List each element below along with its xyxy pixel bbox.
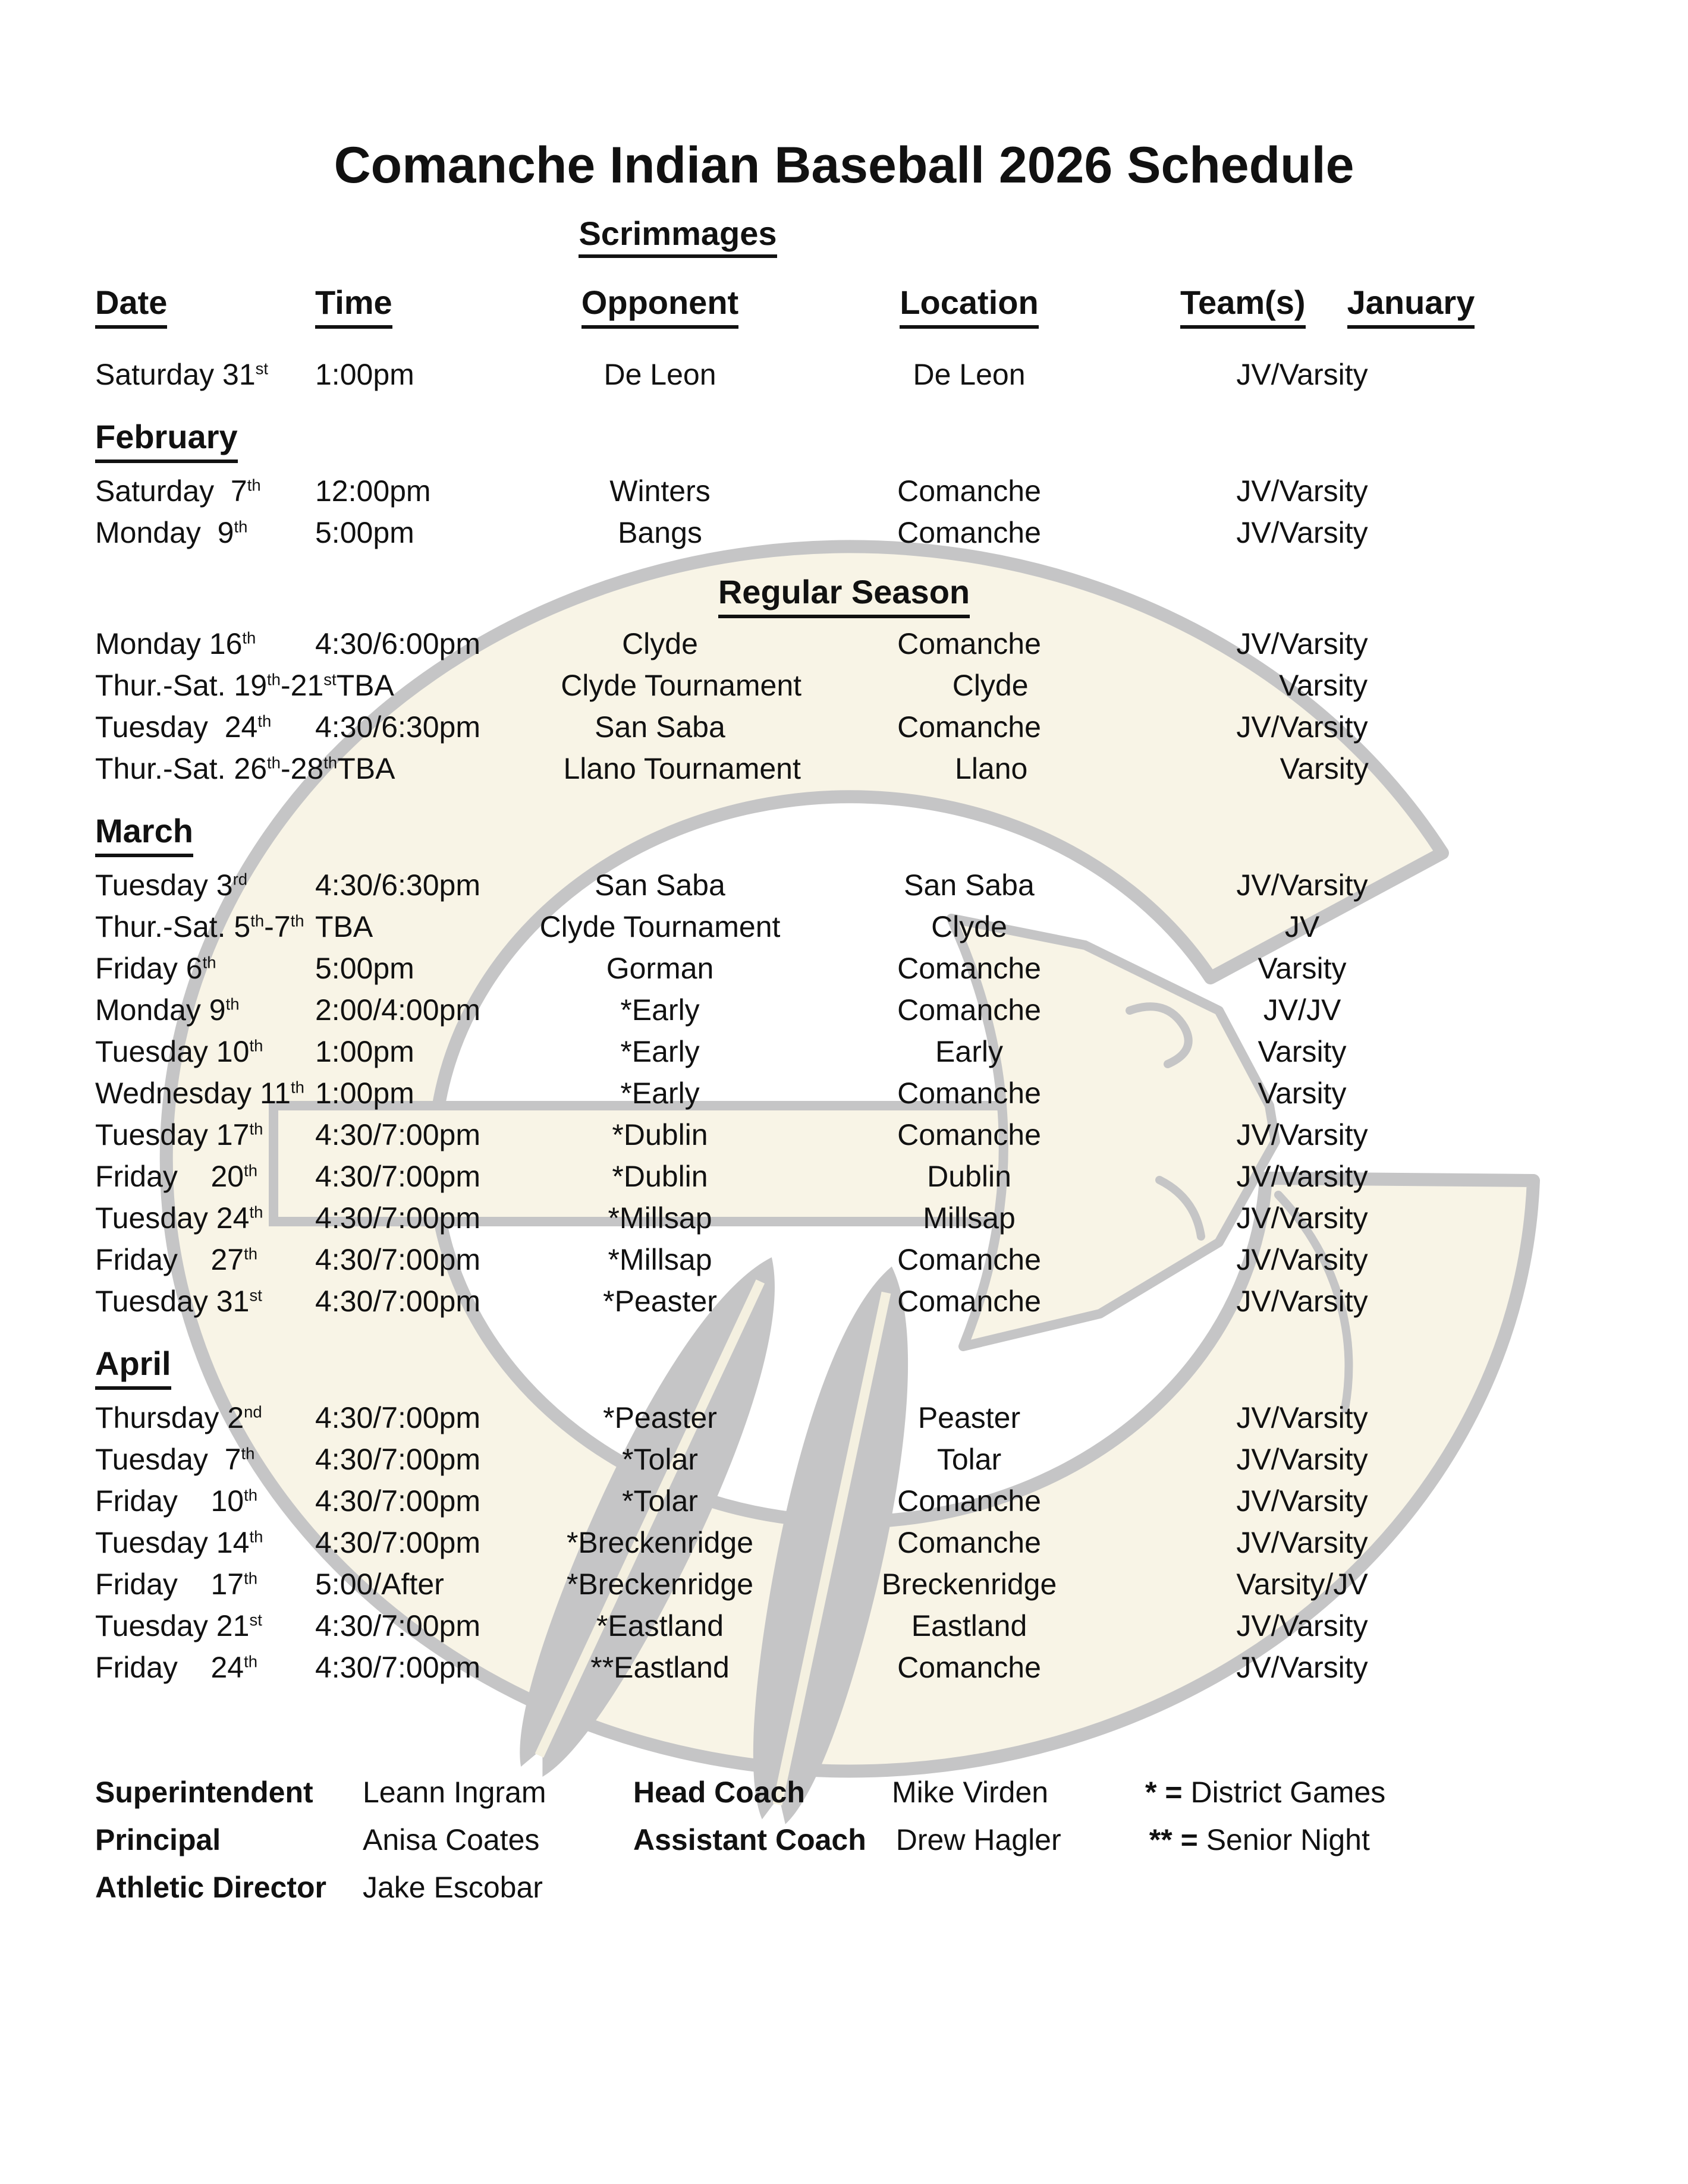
row-teams: JV/Varsity <box>1236 1243 1368 1277</box>
row-teams: JV/Varsity <box>1236 1443 1368 1477</box>
coach-name <box>862 1864 1133 1911</box>
legend-senior-night: ** = Senior Night <box>1149 1823 1370 1857</box>
row-date: Monday 9th <box>95 993 240 1027</box>
column-header-location: Location <box>803 282 1136 329</box>
row-date: Monday 16th <box>95 627 256 661</box>
section-heading-april: April <box>0 1343 1688 1390</box>
row-location: Comanche <box>897 993 1041 1027</box>
row-location: Comanche <box>897 1526 1041 1560</box>
row-time: TBA <box>315 910 373 944</box>
staff-name: Anisa Coates <box>363 1823 540 1857</box>
row-location: Early <box>935 1035 1003 1069</box>
coach-name: Mike Virden <box>892 1776 1049 1809</box>
row-opponent: **Eastland <box>590 1651 730 1685</box>
schedule-row <box>0 864 1688 906</box>
coach-label: Assistant Coach <box>633 1823 866 1857</box>
row-time: 4:30/7:00pm <box>315 1443 480 1477</box>
schedule-row <box>0 1072 1688 1114</box>
row-opponent: San Saba <box>595 868 725 902</box>
row-teams: JV/Varsity <box>1236 516 1368 550</box>
row-date: Friday 27th <box>95 1243 258 1277</box>
schedule-row <box>0 1031 1688 1072</box>
row-teams: JV/Varsity <box>1236 627 1368 661</box>
schedule-row <box>0 1397 1688 1439</box>
row-date: Friday 17th <box>95 1568 258 1601</box>
row-opponent: *Dublin <box>612 1160 708 1194</box>
row-time: 4:30/7:00pm <box>315 1401 480 1435</box>
schedule-row <box>0 623 1688 665</box>
row-location: Llano <box>955 752 1028 786</box>
row-opponent: De Leon <box>603 358 716 392</box>
row-location: Comanche <box>897 952 1041 986</box>
column-header-date: Date <box>95 282 315 329</box>
column-header-time: Time <box>315 282 517 329</box>
row-teams: Varsity/JV <box>1236 1568 1368 1601</box>
row-time: 1:00pm <box>315 358 414 392</box>
row-date: Tuesday 31st <box>95 1285 262 1318</box>
schedule-row <box>0 989 1688 1031</box>
row-location: Comanche <box>897 627 1041 661</box>
row-location: Eastland <box>911 1609 1027 1643</box>
schedule-row <box>0 706 1688 748</box>
row-time: 5:00pm <box>315 952 414 986</box>
schedule-row <box>0 354 1688 395</box>
row-opponent: *Early <box>620 1077 700 1110</box>
january-month-label: January <box>1347 282 1475 329</box>
row-date: Tuesday 7th <box>95 1443 255 1477</box>
schedule-row <box>0 1563 1688 1605</box>
row-opponent: *Millsap <box>608 1243 712 1277</box>
page-title: Comanche Indian Baseball 2026 Schedule <box>334 137 1354 194</box>
row-opponent: *Breckenridge <box>566 1568 754 1601</box>
row-teams: JV/Varsity <box>1236 1118 1368 1152</box>
row-opponent: *Peaster <box>603 1401 717 1435</box>
row-opponent: Winters <box>609 474 711 508</box>
row-time: 4:30/7:00pm <box>315 1243 480 1277</box>
row-time: 5:00pm <box>315 516 414 550</box>
row-opponent: *Dublin <box>612 1118 708 1152</box>
staff-label: Athletic Director <box>95 1871 326 1905</box>
row-time: 4:30/7:00pm <box>315 1609 480 1643</box>
row-time: 2:00/4:00pm <box>315 993 480 1027</box>
row-location: Comanche <box>897 1285 1041 1318</box>
legend-district-games: * = District Games <box>1145 1776 1386 1809</box>
section-heading-regular-season: Regular Season <box>0 571 1688 618</box>
row-opponent: *Tolar <box>622 1484 698 1518</box>
row-date: Tuesday 10th <box>95 1035 263 1069</box>
row-time: 4:30/7:00pm <box>315 1118 480 1152</box>
row-opponent: Clyde Tournament <box>561 669 802 703</box>
row-date: Thursday 2nd <box>95 1401 262 1435</box>
schedule-row <box>0 1156 1688 1197</box>
row-time: 4:30/6:30pm <box>315 710 480 744</box>
row-location: Breckenridge <box>881 1568 1057 1601</box>
row-opponent: *Eastland <box>596 1609 724 1643</box>
row-teams: Varsity <box>1280 752 1369 786</box>
row-opponent: *Early <box>620 993 700 1027</box>
row-location: Millsap <box>923 1201 1016 1235</box>
row-location: Tolar <box>936 1443 1002 1477</box>
row-opponent: Clyde Tournament <box>539 910 781 944</box>
row-teams: JV/Varsity <box>1236 1401 1368 1435</box>
schedule-row <box>0 748 1688 789</box>
row-time: 4:30/7:00pm <box>315 1484 480 1518</box>
row-time: 12:00pm <box>315 474 431 508</box>
row-opponent: Bangs <box>618 516 702 550</box>
row-location: Comanche <box>897 1651 1041 1685</box>
row-opponent: *Tolar <box>622 1443 698 1477</box>
row-teams: JV/Varsity <box>1236 1160 1368 1194</box>
scrimmages-heading: Scrimmages <box>579 215 777 258</box>
row-location: De Leon <box>913 358 1026 392</box>
row-location: Comanche <box>897 710 1041 744</box>
row-location: Dublin <box>927 1160 1011 1194</box>
schedule-row <box>0 1114 1688 1156</box>
row-teams: JV/Varsity <box>1236 1201 1368 1235</box>
row-date: Thur.-Sat. 26th-28th <box>95 752 338 786</box>
schedule-row <box>0 1480 1688 1522</box>
coach-label: Head Coach <box>633 1776 805 1809</box>
row-opponent: *Peaster <box>603 1285 717 1318</box>
row-time: 4:30/7:00pm <box>315 1526 480 1560</box>
staff-row <box>0 1816 1688 1864</box>
row-location: Comanche <box>897 474 1041 508</box>
row-teams: JV/JV <box>1263 993 1341 1027</box>
row-date: Friday 20th <box>95 1160 258 1194</box>
row-date: Tuesday 24th <box>95 710 272 744</box>
schedule-row <box>0 1439 1688 1480</box>
row-time: 4:30/6:30pm <box>315 868 480 902</box>
staff-row <box>0 1864 1688 1911</box>
row-date: Tuesday 21st <box>95 1609 262 1643</box>
row-date: Thur.-Sat. 19th-21st <box>95 669 337 703</box>
schedule-row <box>0 1647 1688 1688</box>
schedule-row <box>0 512 1688 553</box>
row-teams: JV/Varsity <box>1236 710 1368 744</box>
row-time: 5:00/After <box>315 1568 444 1601</box>
row-date: Friday 10th <box>95 1484 258 1518</box>
schedule-groups <box>0 354 1688 1688</box>
schedule-row <box>0 470 1688 512</box>
row-location: Clyde <box>952 669 1029 703</box>
row-time: 4:30/7:00pm <box>315 1201 480 1235</box>
row-date: Monday 9th <box>95 516 248 550</box>
row-opponent: Llano Tournament <box>563 752 801 786</box>
row-date: Friday 6th <box>95 952 216 986</box>
schedule-row <box>0 1197 1688 1239</box>
row-location: Comanche <box>897 1243 1041 1277</box>
row-time: TBA <box>336 669 394 703</box>
row-time: 1:00pm <box>315 1077 414 1110</box>
row-location: Peaster <box>917 1401 1021 1435</box>
schedule-row <box>0 665 1688 706</box>
row-opponent: *Breckenridge <box>566 1526 754 1560</box>
row-time: 4:30/7:00pm <box>315 1285 480 1318</box>
schedule-row <box>0 906 1688 948</box>
schedule-row <box>0 1522 1688 1563</box>
schedule-row <box>0 1280 1688 1322</box>
staff-row <box>0 1768 1688 1816</box>
row-teams: JV/Varsity <box>1236 1285 1368 1318</box>
column-header-teams: Team(s) January <box>1136 282 1469 329</box>
row-teams: JV/Varsity <box>1236 474 1368 508</box>
row-location: San Saba <box>904 868 1035 902</box>
staff-name: Leann Ingram <box>363 1776 546 1809</box>
row-date: Tuesday 14th <box>95 1526 263 1560</box>
row-opponent: *Millsap <box>608 1201 712 1235</box>
row-teams: JV/Varsity <box>1236 358 1368 392</box>
row-date: Tuesday 17th <box>95 1118 263 1152</box>
coach-name: Drew Hagler <box>895 1823 1061 1857</box>
schedule-row <box>0 1605 1688 1647</box>
row-teams: JV <box>1284 910 1320 944</box>
row-time: 4:30/7:00pm <box>315 1160 480 1194</box>
staff-label: Superintendent <box>95 1776 313 1809</box>
row-location: Comanche <box>897 516 1041 550</box>
row-time: 4:30/6:00pm <box>315 627 480 661</box>
row-teams: JV/Varsity <box>1236 868 1368 902</box>
row-date: Saturday 31st <box>95 358 269 392</box>
row-date: Friday 24th <box>95 1651 258 1685</box>
row-opponent: Gorman <box>606 952 714 986</box>
row-teams: Varsity <box>1258 1077 1347 1110</box>
row-opponent: Clyde <box>622 627 698 661</box>
row-location: Clyde <box>931 910 1007 944</box>
column-header-opponent: Opponent <box>517 282 803 329</box>
row-location: Comanche <box>897 1118 1041 1152</box>
row-teams: JV/Varsity <box>1236 1484 1368 1518</box>
section-heading-february: February <box>0 416 1688 463</box>
row-date: Thur.-Sat. 5th-7th <box>95 910 304 944</box>
row-opponent: San Saba <box>595 710 725 744</box>
row-date: Tuesday 3rd <box>95 868 248 902</box>
row-date: Tuesday 24th <box>95 1201 263 1235</box>
row-teams: Varsity <box>1258 1035 1347 1069</box>
staff-name: Jake Escobar <box>363 1871 543 1905</box>
row-teams: Varsity <box>1258 952 1347 986</box>
staff-footer <box>0 1768 1688 1911</box>
schedule-row <box>0 948 1688 989</box>
coach-label <box>606 1864 862 1911</box>
row-opponent: *Early <box>620 1035 700 1069</box>
column-header-row <box>0 282 1688 329</box>
staff-label: Principal <box>95 1823 221 1857</box>
row-teams: Varsity <box>1279 669 1368 703</box>
row-time: 4:30/7:00pm <box>315 1651 480 1685</box>
section-heading-march: March <box>0 810 1688 857</box>
scrimmages-heading-wrap <box>0 215 1356 258</box>
schedule-row <box>0 1239 1688 1280</box>
row-location: Comanche <box>897 1077 1041 1110</box>
row-date: Saturday 7th <box>95 474 261 508</box>
row-time: 1:00pm <box>315 1035 414 1069</box>
row-teams: JV/Varsity <box>1236 1651 1368 1685</box>
row-time: TBA <box>337 752 395 786</box>
row-teams: JV/Varsity <box>1236 1609 1368 1643</box>
row-date: Wednesday 11th <box>95 1077 304 1110</box>
row-location: Comanche <box>897 1484 1041 1518</box>
row-teams: JV/Varsity <box>1236 1526 1368 1560</box>
